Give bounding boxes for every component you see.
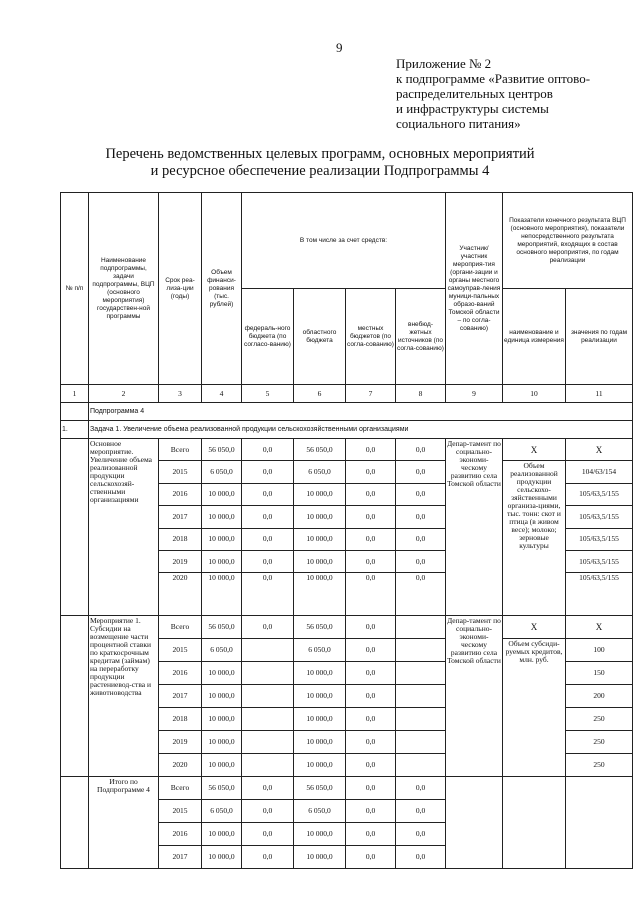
year-cell: Всего xyxy=(159,777,202,800)
federal-cell: 0,0 xyxy=(242,823,294,846)
header-name: Наименование подпрограммы, задачи подпрограммы, ВЦП (основного мероприятия) государствен-ной программы xyxy=(89,193,159,385)
year-cell: Всего xyxy=(159,616,202,639)
extra-cell: 0,0 xyxy=(396,777,446,800)
regional-cell: 6 050,0 xyxy=(294,800,346,823)
total-cell: 10 000,0 xyxy=(202,754,242,777)
extra-cell: 0,0 xyxy=(396,506,446,528)
extra-cell: 0,0 xyxy=(396,573,446,616)
column-number: 2 xyxy=(89,385,159,403)
year-cell: 2016 xyxy=(159,662,202,685)
regional-cell: 10 000,0 xyxy=(294,483,346,505)
activity-name: Основное мероприятие. Увеличение объема реализованной продукции сельскохозяй-ственными организациями xyxy=(89,439,159,616)
column-number: 1 xyxy=(61,385,89,403)
header-sources-group: В том числе за счет средств: xyxy=(242,193,446,289)
regional-cell: 10 000,0 xyxy=(294,662,346,685)
indicator-value: X xyxy=(566,616,633,639)
indicator-value: 105/63,5/155 xyxy=(566,550,633,572)
appendix-line: к подпрограмме «Развитие оптово- xyxy=(396,71,591,86)
year-cell: 2018 xyxy=(159,708,202,731)
federal-cell: 0,0 xyxy=(242,777,294,800)
header-participant: Участник/ участник мероприя-тия (органи-зации и органы местного самоуправ-ления муници-пальных образо-ваний Томской области – по согла-сованию) xyxy=(446,193,503,385)
federal-cell: 0,0 xyxy=(242,616,294,639)
appendix-line: и инфраструктуры системы xyxy=(396,101,549,116)
federal-cell: 0,0 xyxy=(242,461,294,483)
extra-cell xyxy=(396,708,446,731)
extra-cell xyxy=(396,754,446,777)
regional-cell: 10 000,0 xyxy=(294,708,346,731)
column-number: 10 xyxy=(503,385,566,403)
total-cell: 56 050,0 xyxy=(202,439,242,461)
year-cell: 2015 xyxy=(159,800,202,823)
year-cell: Всего xyxy=(159,439,202,461)
extra-cell xyxy=(396,685,446,708)
year-cell: 2016 xyxy=(159,483,202,505)
header-regional: областного бюджета xyxy=(294,289,346,385)
local-cell: 0,0 xyxy=(346,439,396,461)
local-cell: 0,0 xyxy=(346,550,396,572)
year-cell: 2015 xyxy=(159,461,202,483)
extra-cell: 0,0 xyxy=(396,461,446,483)
extra-cell: 0,0 xyxy=(396,550,446,572)
local-cell: 0,0 xyxy=(346,662,396,685)
local-cell: 0,0 xyxy=(346,506,396,528)
total-cell: 10 000,0 xyxy=(202,528,242,550)
column-number: 8 xyxy=(396,385,446,403)
regional-cell: 10 000,0 xyxy=(294,731,346,754)
extra-cell xyxy=(396,662,446,685)
header-volume: Объем финанси-рования (тыс. рублей) xyxy=(202,193,242,385)
participant: Депар-тамент по социально-экономи-ческому развитию села Томской области xyxy=(446,439,503,616)
regional-cell: 10 000,0 xyxy=(294,550,346,572)
regional-cell: 10 000,0 xyxy=(294,846,346,869)
year-cell: 2017 xyxy=(159,685,202,708)
indicator-value: X xyxy=(566,439,633,461)
participant: Депар-тамент по социально-экономи-ческому развитию села Томской области xyxy=(446,616,503,777)
regional-cell: 10 000,0 xyxy=(294,528,346,550)
local-cell: 0,0 xyxy=(346,639,396,662)
extra-cell: 0,0 xyxy=(396,528,446,550)
indicator-x: X xyxy=(503,616,566,639)
column-number: 11 xyxy=(566,385,633,403)
federal-cell: 0,0 xyxy=(242,846,294,869)
indicator-value: 250 xyxy=(566,708,633,731)
federal-cell: 0,0 xyxy=(242,439,294,461)
header-indicators-group: Показатели конечного результата ВЦП (основного мероприятия), показатели непосредственного результата мероприятий, входящих в состав основного мероприятия, по годам реализации xyxy=(503,193,633,289)
indicator-value: 250 xyxy=(566,731,633,754)
indicator-name: Объем реализованной продукции сельскохо-зяйственными организа-циями, тыс. тонн: скот и птица (в живом весе); молоко; зерновые культуры xyxy=(503,461,566,616)
appendix-line: социального питания» xyxy=(396,116,521,131)
header-term: Срок реа-лиза-ции (годы) xyxy=(159,193,202,385)
federal-cell xyxy=(242,754,294,777)
indicator-value: 105/63,5/155 xyxy=(566,506,633,528)
indicator-value: 100 xyxy=(566,639,633,662)
header-indicator-values: значения по годам реализации xyxy=(566,289,633,385)
total-cell: 10 000,0 xyxy=(202,573,242,616)
extra-cell xyxy=(396,731,446,754)
year-cell: 2020 xyxy=(159,573,202,616)
appendix-title: Приложение № 2 xyxy=(396,56,492,71)
local-cell: 0,0 xyxy=(346,573,396,616)
federal-cell: 0,0 xyxy=(242,550,294,572)
federal-cell: 0,0 xyxy=(242,573,294,616)
indicator-value: 200 xyxy=(566,685,633,708)
total-cell: 10 000,0 xyxy=(202,708,242,731)
total-cell: 6 050,0 xyxy=(202,461,242,483)
indicator-value: 105/63,5/155 xyxy=(566,483,633,505)
extra-cell: 0,0 xyxy=(396,439,446,461)
regional-cell: 56 050,0 xyxy=(294,616,346,639)
federal-cell xyxy=(242,731,294,754)
year-cell: 2019 xyxy=(159,731,202,754)
local-cell: 0,0 xyxy=(346,708,396,731)
extra-cell: 0,0 xyxy=(396,846,446,869)
indicator-value: 150 xyxy=(566,662,633,685)
task-title: Задача 1. Увеличение объема реализованной продукции сельскохозяйственными организациями xyxy=(89,421,633,439)
total-cell: 10 000,0 xyxy=(202,731,242,754)
year-cell: 2019 xyxy=(159,550,202,572)
federal-cell: 0,0 xyxy=(242,506,294,528)
year-cell: 2016 xyxy=(159,823,202,846)
indicator-name: Объем субсиди-руемых кредитов, млн. руб. xyxy=(503,639,566,777)
total-cell: 10 000,0 xyxy=(202,506,242,528)
local-cell: 0,0 xyxy=(346,528,396,550)
total-cell: 10 000,0 xyxy=(202,662,242,685)
local-cell: 0,0 xyxy=(346,483,396,505)
local-cell: 0,0 xyxy=(346,731,396,754)
header-local: местных бюджетов (по согла-сованию) xyxy=(346,289,396,385)
program-table xyxy=(60,192,633,869)
regional-cell: 6 050,0 xyxy=(294,639,346,662)
column-number: 9 xyxy=(446,385,503,403)
appendix-block xyxy=(396,56,606,131)
event-name: Мероприятие 1. Субсидии на возмещение части процентной ставки по краткосрочным кредитам (займам) на переработку продукции растениевод-ства и животноводства xyxy=(89,616,159,777)
regional-cell: 6 050,0 xyxy=(294,461,346,483)
header-federal: федераль-ного бюджета (по согласо-ванию) xyxy=(242,289,294,385)
regional-cell: 10 000,0 xyxy=(294,573,346,616)
federal-cell: 0,0 xyxy=(242,800,294,823)
header-indicator-name: наименование и единица измерения xyxy=(503,289,566,385)
column-number: 6 xyxy=(294,385,346,403)
year-cell: 2015 xyxy=(159,639,202,662)
total-cell: 56 050,0 xyxy=(202,777,242,800)
total-cell: 10 000,0 xyxy=(202,685,242,708)
extra-cell: 0,0 xyxy=(396,823,446,846)
local-cell: 0,0 xyxy=(346,800,396,823)
regional-cell: 10 000,0 xyxy=(294,506,346,528)
indicator-x: X xyxy=(503,439,566,461)
extra-cell xyxy=(396,639,446,662)
indicator-value: 105/63,5/155 xyxy=(566,528,633,550)
local-cell: 0,0 xyxy=(346,777,396,800)
year-cell: 2017 xyxy=(159,506,202,528)
document-title-line: Перечень ведомственных целевых программ, основных мероприятий xyxy=(105,146,535,162)
total-cell: 10 000,0 xyxy=(202,550,242,572)
total-cell: 6 050,0 xyxy=(202,800,242,823)
regional-cell: 56 050,0 xyxy=(294,777,346,800)
total-cell: 10 000,0 xyxy=(202,823,242,846)
regional-cell: 56 050,0 xyxy=(294,439,346,461)
local-cell: 0,0 xyxy=(346,616,396,639)
federal-cell: 0,0 xyxy=(242,528,294,550)
indicator-value: 105/63,5/155 xyxy=(566,573,633,616)
federal-cell xyxy=(242,662,294,685)
indicator-value: 104/63/154 xyxy=(566,461,633,483)
local-cell: 0,0 xyxy=(346,461,396,483)
local-cell: 0,0 xyxy=(346,846,396,869)
local-cell: 0,0 xyxy=(346,754,396,777)
indicator-value: 250 xyxy=(566,754,633,777)
regional-cell: 10 000,0 xyxy=(294,685,346,708)
year-cell: 2020 xyxy=(159,754,202,777)
extra-cell: 0,0 xyxy=(396,483,446,505)
header-extra: внебюд-жетных источников (по согла-сованию) xyxy=(396,289,446,385)
page-number: 9 xyxy=(336,40,343,55)
federal-cell xyxy=(242,708,294,731)
federal-cell xyxy=(242,639,294,662)
regional-cell: 10 000,0 xyxy=(294,823,346,846)
total-cell: 6 050,0 xyxy=(202,639,242,662)
federal-cell: 0,0 xyxy=(242,483,294,505)
column-number: 3 xyxy=(159,385,202,403)
subtotal-name: Итого по Подпрограмме 4 xyxy=(89,777,159,869)
year-cell: 2018 xyxy=(159,528,202,550)
year-cell: 2017 xyxy=(159,846,202,869)
appendix-line: распределительных центров xyxy=(396,86,553,101)
total-cell: 10 000,0 xyxy=(202,846,242,869)
column-number: 7 xyxy=(346,385,396,403)
regional-cell: 10 000,0 xyxy=(294,754,346,777)
federal-cell xyxy=(242,685,294,708)
extra-cell xyxy=(396,616,446,639)
document-title xyxy=(0,146,640,180)
column-number: 4 xyxy=(202,385,242,403)
column-number: 5 xyxy=(242,385,294,403)
extra-cell: 0,0 xyxy=(396,800,446,823)
local-cell: 0,0 xyxy=(346,823,396,846)
total-cell: 56 050,0 xyxy=(202,616,242,639)
task-number: 1. xyxy=(61,421,89,439)
document-title-line: и ресурсное обеспечение реализации Подпрограммы 4 xyxy=(150,163,490,179)
subprogram-caption: Подпрограмма 4 xyxy=(89,403,633,421)
local-cell: 0,0 xyxy=(346,685,396,708)
header-number: № п/п xyxy=(61,193,89,385)
total-cell: 10 000,0 xyxy=(202,483,242,505)
